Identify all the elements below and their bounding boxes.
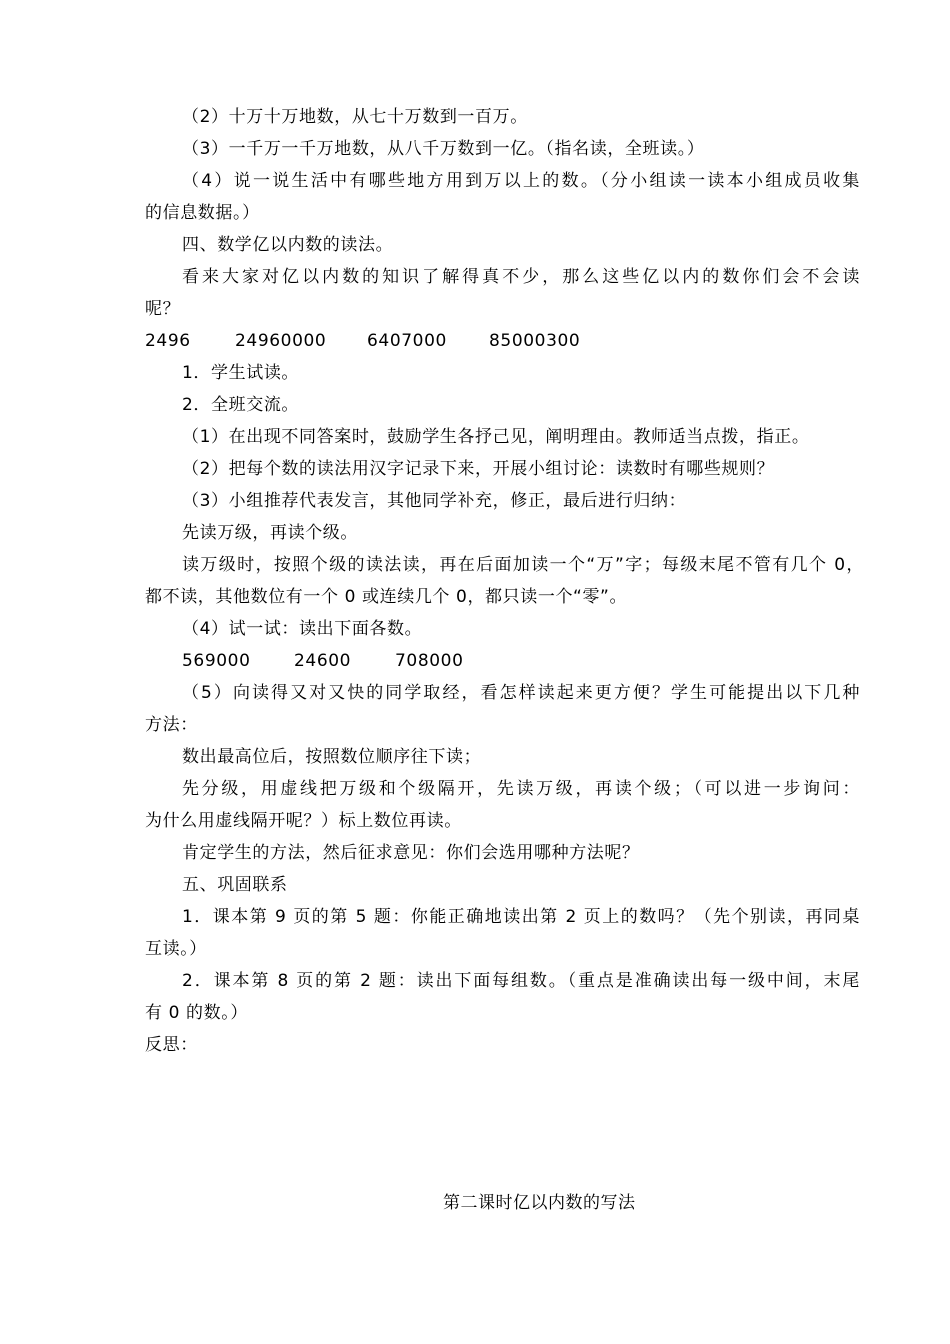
text-line: 读万级时，按照个级的读法读，再在后面加读一个“万”字；每级末尾不管有几个 0， xyxy=(182,555,864,575)
section-heading: 四、数学亿以内数的读法。 xyxy=(182,235,394,255)
section-heading: 五、巩固联系 xyxy=(182,875,288,895)
number-item: 24600 xyxy=(294,651,352,671)
text-line: 看来大家对亿以内数的知识了解得真不少，那么这些亿以内的数你们会不会读 xyxy=(182,267,860,287)
text-line: （3）一千万一千万地数，从八千万数到一亿。（指名读，全班读。） xyxy=(182,139,705,159)
text-line: （4）说一说生活中有哪些地方用到万以上的数。（分小组读一读本小组成员收集 xyxy=(182,171,860,191)
text-line: 方法： xyxy=(145,715,198,735)
text-line: 2．课本第 8 页的第 2 题：读出下面每组数。（重点是准确读出每一级中间，末尾 xyxy=(182,971,860,991)
text-line: 1．学生试读。 xyxy=(182,363,300,383)
text-line: （3）小组推荐代表发言，其他同学补充，修正，最后进行归纳： xyxy=(182,491,687,511)
text-line: 2．全班交流。 xyxy=(182,395,300,415)
text-line: （4）试一试：读出下面各数。 xyxy=(182,619,423,639)
text-line: 肯定学生的方法，然后征求意见：你们会选用哪种方法呢？ xyxy=(182,843,640,863)
text-line: 1．课本第 9 页的第 5 题：你能正确地读出第 2 页上的数吗？（先个别读，再同桌 xyxy=(182,907,860,927)
text-line: 先读万级，再读个级。 xyxy=(182,523,358,543)
text-line: 反思： xyxy=(145,1035,198,1055)
text-line: （1）在出现不同答案时，鼓励学生各抒己见，阐明理由。教师适当点拨，指正。 xyxy=(182,427,810,447)
text-line: 有 0 的数。） xyxy=(145,1003,248,1023)
text-line: （5）向读得又对又快的同学取经，看怎样读起来更方便？学生可能提出以下几种 xyxy=(182,683,860,703)
text-line: 呢？ xyxy=(145,299,181,319)
number-item: 6407000 xyxy=(367,331,447,351)
text-line: 的信息数据。） xyxy=(145,203,260,223)
number-item: 85000300 xyxy=(489,331,581,351)
section-title: 第二课时亿以内数的写法 xyxy=(443,1193,636,1213)
text-line: 互读。） xyxy=(145,939,207,959)
text-line: （2）十万十万地数，从七十万数到一百万。 xyxy=(182,107,528,127)
text-line: 都不读，其他数位有一个 0 或连续几个 0，都只读一个“零”。 xyxy=(145,587,628,607)
text-line: 为什么用虚线隔开呢？）标上数位再读。 xyxy=(145,811,462,831)
text-line: 先分级，用虚线把万级和个级隔开，先读万级，再读个级；（可以进一步询问： xyxy=(182,779,860,799)
number-item: 24960000 xyxy=(235,331,327,351)
number-item: 2496 xyxy=(145,331,191,351)
text-line: （2）把每个数的读法用汉字记录下来，开展小组讨论：读数时有哪些规则？ xyxy=(182,459,775,479)
number-item: 708000 xyxy=(395,651,464,671)
text-line: 数出最高位后，按照数位顺序往下读； xyxy=(182,747,482,767)
number-item: 569000 xyxy=(182,651,251,671)
